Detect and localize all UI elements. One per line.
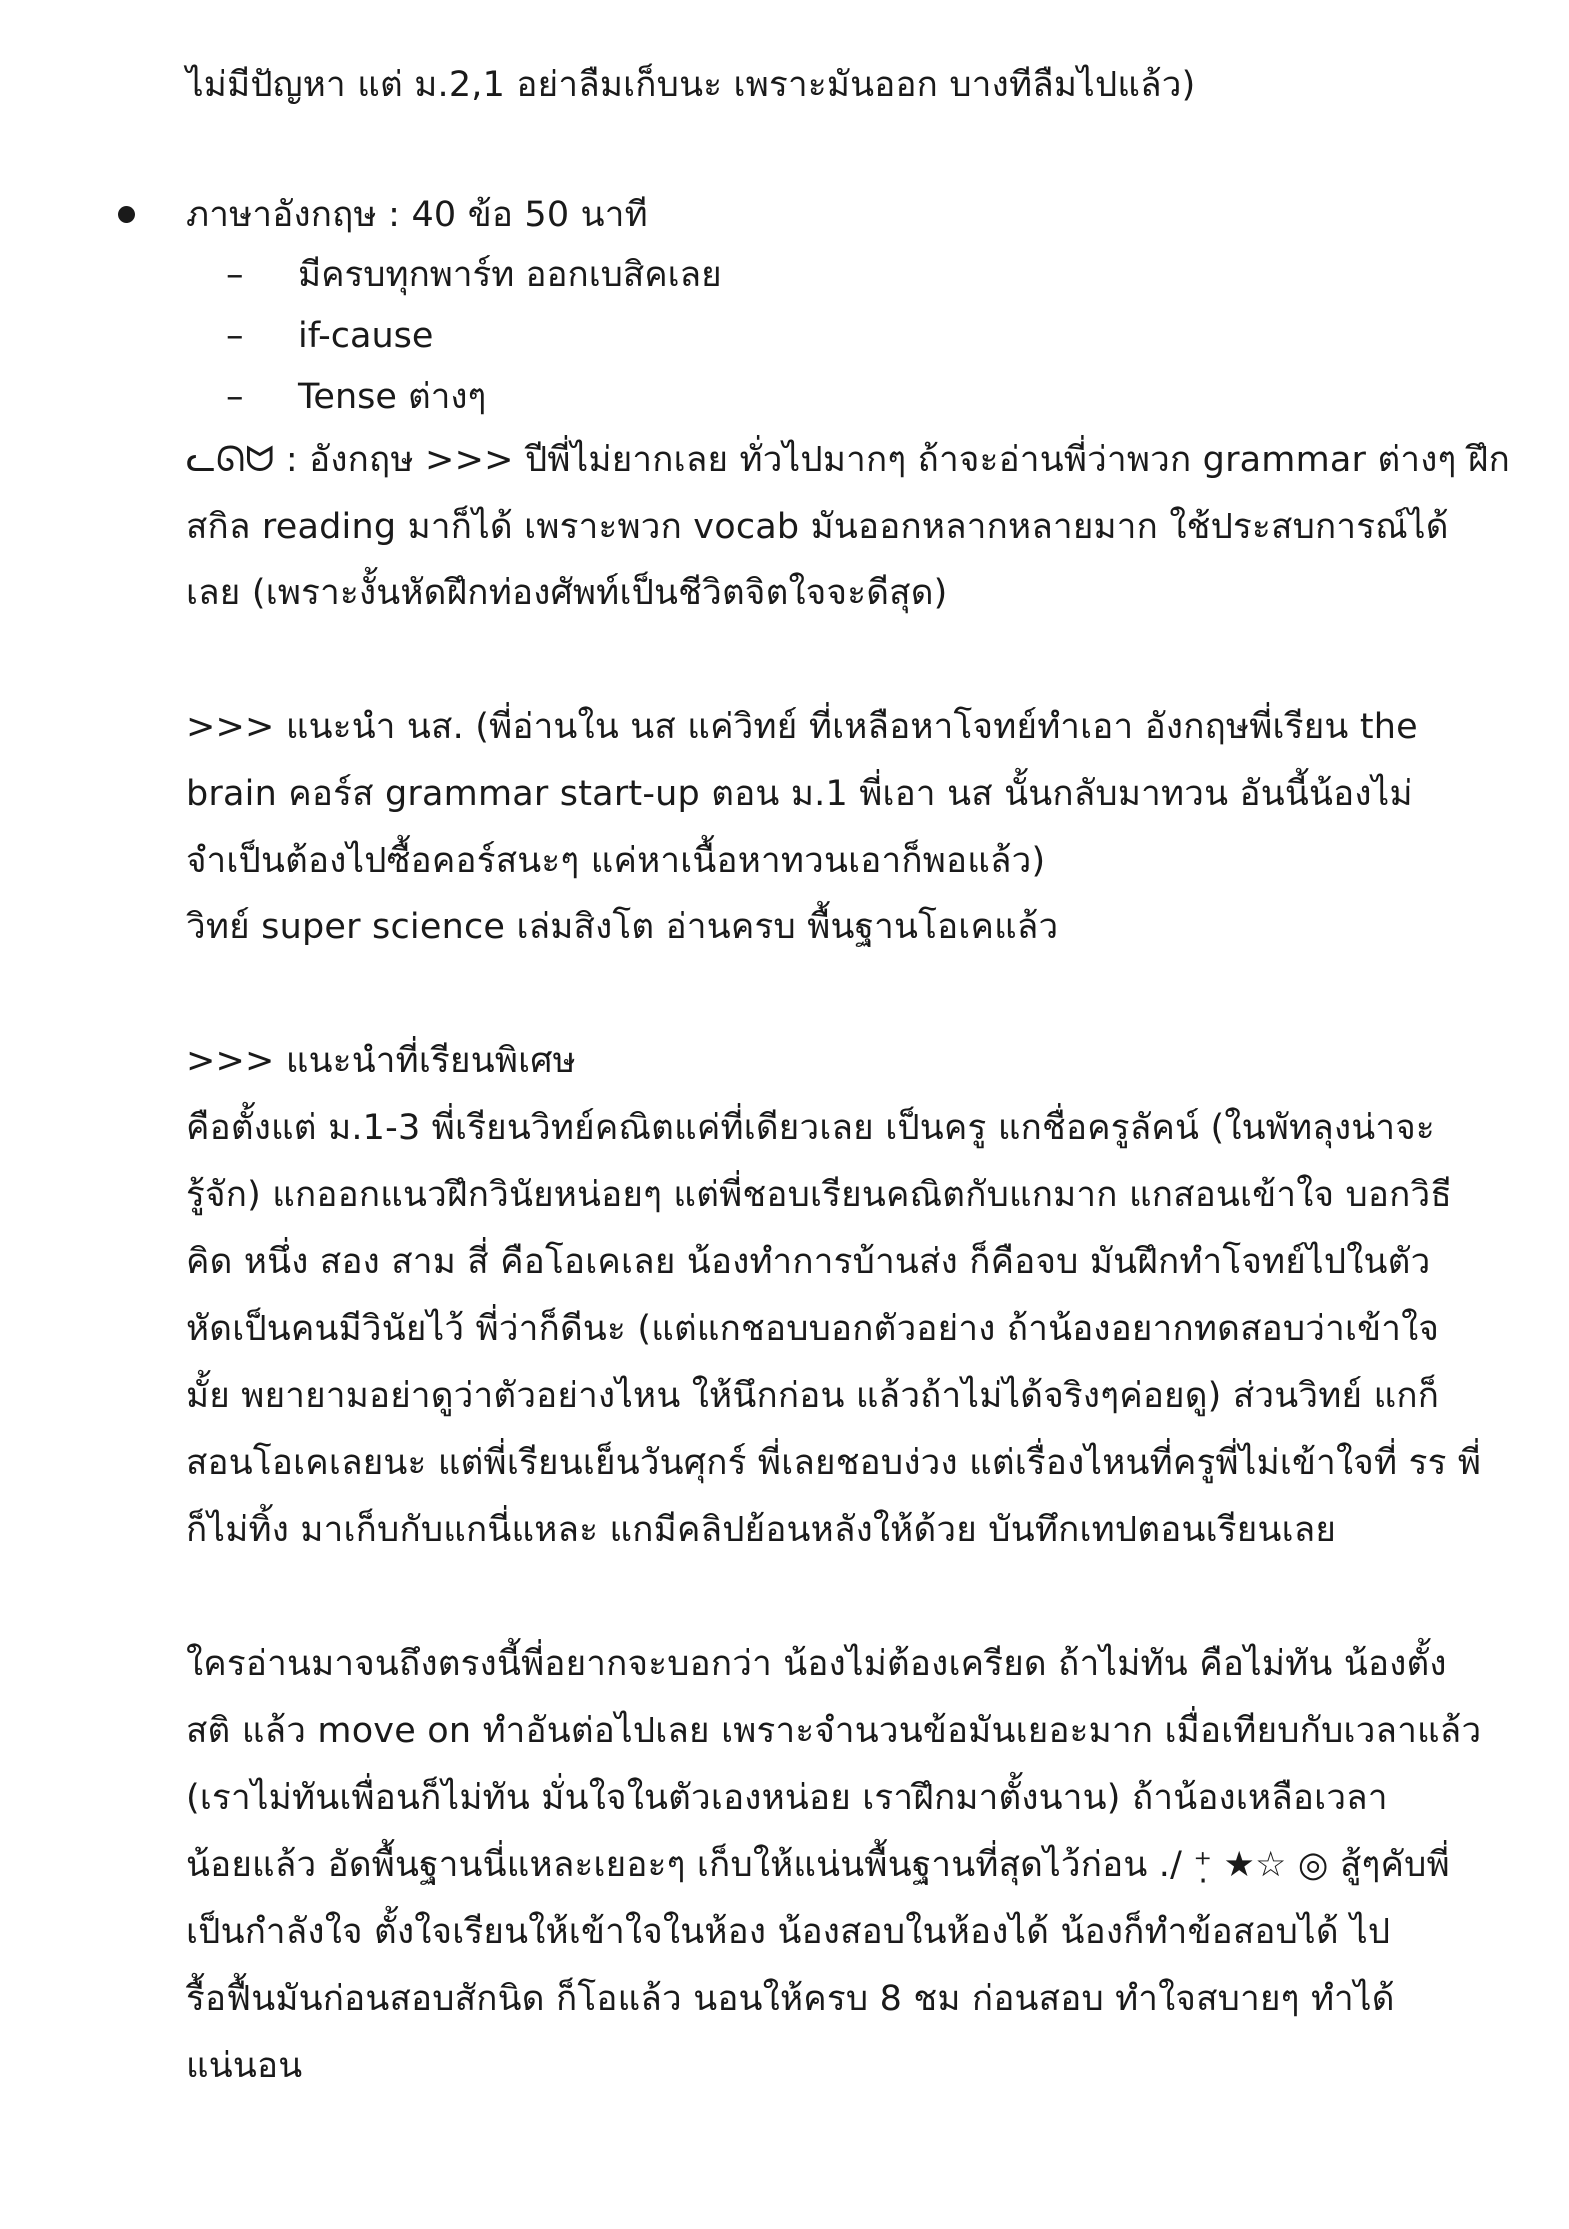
top-text-line: ไม่มีปัญหา แต่ ม.2,1 อย่าลืมเก็บนะ เพราะมันออก บางทีลืมไปแล้ว) [186,65,1196,105]
english-note-line: สกิล reading มาก็ได้ เพราะพวก vocab มันออกหลากหลายมาก ใช้ประสบการณ์ได้ [186,507,1449,547]
tutor-recommend-line: ก็ไม่ทิ้ง มาเก็บกับแกนี่แหละ แกมีคลิปย้อนหลังให้ด้วย บันทึกเทปตอนเรียนเลย [186,1510,1337,1550]
books-recommend-line: >>> แนะนำ นส. (พี่อ่านใน นส แค่วิทย์ ที่เหลือหาโจทย์ทำเอา อังกฤษพี่เรียน the [186,707,1418,747]
english-heading: ภาษาอังกฤษ : 40 ข้อ 50 นาที [186,195,648,235]
closing-line: (เราไม่ทันเพื่อนก็ไม่ทัน มั่นใจในตัวเองหน่อย เราฝึกมาตั้งนาน) ถ้าน้องเหลือเวลา [186,1778,1388,1818]
tutor-recommend-line: มั้ย พยายามอย่าดูว่าตัวอย่างไหน ให้นึกก่อน แล้วถ้าไม่ได้จริงๆค่อยดู) ส่วนวิทย์ แกก็ [186,1376,1440,1416]
tutor-recommend-line: สอนโอเคเลยนะ แต่พี่เรียนเย็นวันศุกร์ พี่เลยชอบง่วง แต่เรื่องไหนที่ครูพี่ไม่เข้าใจที่ รร พี่ [186,1443,1482,1483]
english-note-line: ᓚᘏᗢ : อังกฤษ >>> ปีพี่ไม่ยากเลย ทั่วไปมากๆ ถ้าจะอ่านพี่ว่าพวก grammar ต่างๆ ฝึก [186,440,1510,480]
dash-marker: – [226,316,244,356]
closing-line: แน่นอน [186,2046,303,2086]
closing-line: ใครอ่านมาจนถึงตรงนี้พี่อยากจะบอกว่า น้องไม่ต้องเครียด ถ้าไม่ทัน คือไม่ทัน น้องตั้ง [186,1644,1447,1684]
tutor-recommend-heading: >>> แนะนำที่เรียนพิเศษ [186,1041,576,1081]
closing-line: รื้อฟื้นมันก่อนสอบสักนิด ก็โอแล้ว นอนให้ครบ 8 ชม ก่อนสอบ ทำใจสบายๆ ทำได้ [186,1979,1395,2019]
tutor-recommend-line: รู้จัก) แกออกแนวฝึกวินัยหน่อยๆ แต่พี่ชอบเรียนคณิตกับแกมาก แกสอนเข้าใจ บอกวิธี [186,1175,1452,1215]
tutor-recommend-line: คิด หนึ่ง สอง สาม สี่ คือโอเคเลย น้องทำการบ้านส่ง ก็คือจบ มันฝึกทำโจทย์ไปในตัว [186,1242,1431,1282]
closing-line: น้อยแล้ว อัดพื้นฐานนี่แหละเยอะๆ เก็บให้แน่นพื้นฐานที่สุดไว้ก่อน ./ ⁺̣ ★☆ ◎ สู้ๆคับพี่ [186,1845,1450,1885]
english-topic-item: มีครบทุกพาร์ท ออกเบสิคเลย [298,255,722,295]
bullet-point [118,206,135,223]
books-recommend-line: brain คอร์ส grammar start-up ตอน ม.1 พี่เอา นส นั้นกลับมาทวน อันนี้น้องไม่ [186,774,1413,814]
tutor-recommend-line: หัดเป็นคนมีวินัยไว้ พี่ว่าก็ดีนะ (แต่แกชอบบอกตัวอย่าง ถ้าน้องอยากทดสอบว่าเข้าใจ [186,1309,1440,1349]
closing-line: เป็นกำลังใจ ตั้งใจเรียนให้เข้าใจในห้อง น้องสอบในห้องได้ น้องก็ทำข้อสอบได้ ไป [186,1912,1391,1952]
books-recommend-line: วิทย์ super science เล่มสิงโต อ่านครบ พื้นฐานโอเคแล้ว [186,907,1059,947]
books-recommend-line: จำเป็นต้องไปซื้อคอร์สนะๆ แค่หาเนื้อหาทวนเอาก็พอแล้ว) [186,841,1046,881]
dash-marker: – [226,377,244,417]
english-topic-item: if-cause [298,316,434,356]
closing-line: สติ แล้ว move on ทำอันต่อไปเลย เพราะจำนวนข้อมันเยอะมาก เมื่อเทียบกับเวลาแล้ว [186,1711,1482,1751]
english-note-line: เลย (เพราะงั้นหัดฝึกท่องศัพท์เป็นชีวิตจิตใจจะดีสุด) [186,573,948,613]
tutor-recommend-line: คือตั้งแต่ ม.1-3 พี่เรียนวิทย์คณิตแค่ที่เดียวเลย เป็นครู แกชื่อครูลัคน์ (ในพัทลุงน่าจะ [186,1108,1435,1148]
english-topic-item: Tense ต่างๆ [298,377,487,417]
dash-marker: – [226,255,244,295]
